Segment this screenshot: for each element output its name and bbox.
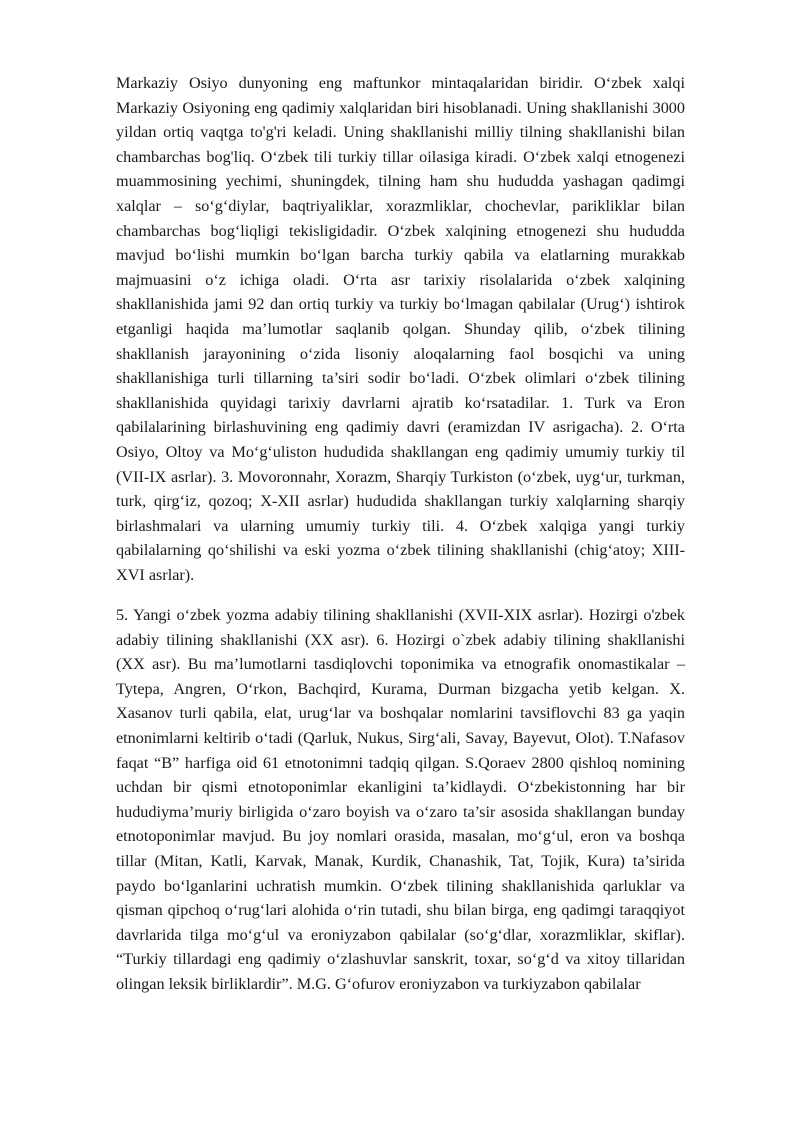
paragraph-2: 5. Yangi o‘zbek yozma adabiy tilining shakllanishi (XVII-XIX asrlar). Hozirgi o'zbek adabiy tilining shakllanishi (XX asr). 6. Hozirgi o`zbek adabiy tilining shakllanishi (XX asr). Bu ma’lumotlarni tasdiqlovchi toponimika va etnografik onomastikalar – Tytepa, Angren, O‘rkon, Bachqird, Kurama, Durman bizgacha yetib kelgan. X. Xasanov turli qabila, elat, urug‘lar va boshqalar nomlarini tavsiflovchi 83 ga yaqin etnonimlarni keltirib o‘tadi (Qarluk, Nukus, Sirg‘ali, Savay, Bayevut, Olot). T.Nafasov faqat “B” harfiga oid 61 etnotonimni tadqiq qilgan. S.Qoraev 2800 qishloq nomining uchdan bir qismi etnotoponimlar ekanligini ta’kidlaydi. O‘zbekistonning har bir hududiyma’muriy birligida o‘zaro boyish va o‘zaro ta’sir asosida shakllangan bunday etnotoponimlar mavjud. Bu joy nomlari orasida, masalan, mo‘g‘ul, eron va boshqa tillar (Mitan, Katli, Karvak, Manak, Kurdik, Chanashik, Tat, Tojik, Kura) ta’sirida paydo bo‘lganlarini uchratish mumkin. O‘zbek tilining shakllanishida qarluklar va qisman qipchoq o‘rug‘lari alohida o‘rin tutadi, shu bilan birga, eng qadimgi taraqqiyot davrlarida tilga mo‘g‘ul va eroniyzabon qabilalar (so‘g‘dlar, xorazmliklar, skiflar). “Turkiy tillardagi eng qadimiy o‘zlashuvlar sanskrit, toxar, so‘g‘d va xitoy tillaridan olingan leksik birliklardir”. M.G. G‘ofurov eroniyzabon va turkiyzabon qabilalar — [116, 606, 685, 993]
paragraph-1: Markaziy Osiyo dunyoning eng maftunkor mintaqalaridan biridir. O‘zbek xalqi Markaziy Osiyoning eng qadimiy xalqlaridan biri hisoblanadi. Uning shakllanishi 3000 yildan ortiq vaqtga to'g'ri keladi. Uning shakllanishi milliy tilning shakllanishi bilan chambarchas bog'liq. O‘zbek tili turkiy tillar oilasiga kiradi. O‘zbek xalqi etnogenezi muammosining yechimi, shuningdek, tilning ham shu hududda yashagan qadimgi xalqlar – so‘g‘diylar, baqtriyaliklar, xorazmliklar, chochevlar, parikliklar bilan chambarchas bog‘liqligi tekisligidadir. O‘zbek xalqining etnogenezi shu hududda mavjud bo‘lishi mumkin bo‘lgan barcha turkiy qabila va elatlarning murakkab majmuasini o‘z ichiga oladi. O‘rta asr tarixiy risolalarida o‘zbek xalqining shakllanishida jami 92 dan ortiq turkiy va turkiy bo‘lmagan qabilalar (Urug‘) ishtirok etganligi haqida ma’lumotlar saqlanib qolgan. Shunday qilib, o‘zbek tilining shakllanish jarayonining o‘zida lisoniy aloqalarning faol bosqichi va uning shakllanishiga turli tillarning ta’siri sodir bo‘ladi. O‘zbek olimlari o‘zbek tilining shakllanishida quyidagi tarixiy davrlarni ajratib ko‘rsatadilar. 1. Turk va Eron qabilalarining birlashuvining eng qadimiy davri (eramizdan IV asrigacha). 2. O‘rta Osiyo, Oltoy va Mo‘g‘uliston hududida shakllangan eng qadimiy umumiy turkiy til (VII-IX asrlar). 3. Movoronnahr, Xorazm, Sharqiy Turkiston (o‘zbek, uyg‘ur, turkman, turk, qirg‘iz, qozoq; X-XII asrlar) hududida shakllangan turkiy xalqlarning sharqiy birlashmalari va ularning umumiy turkiy tili. 4. O‘zbek xalqiga yangi turkiy qabilalarning qo‘shilishi va eski yozma o‘zbek tilining shakllanishi (chig‘atoy; XIII-XVI asrlar). — [116, 74, 685, 584]
